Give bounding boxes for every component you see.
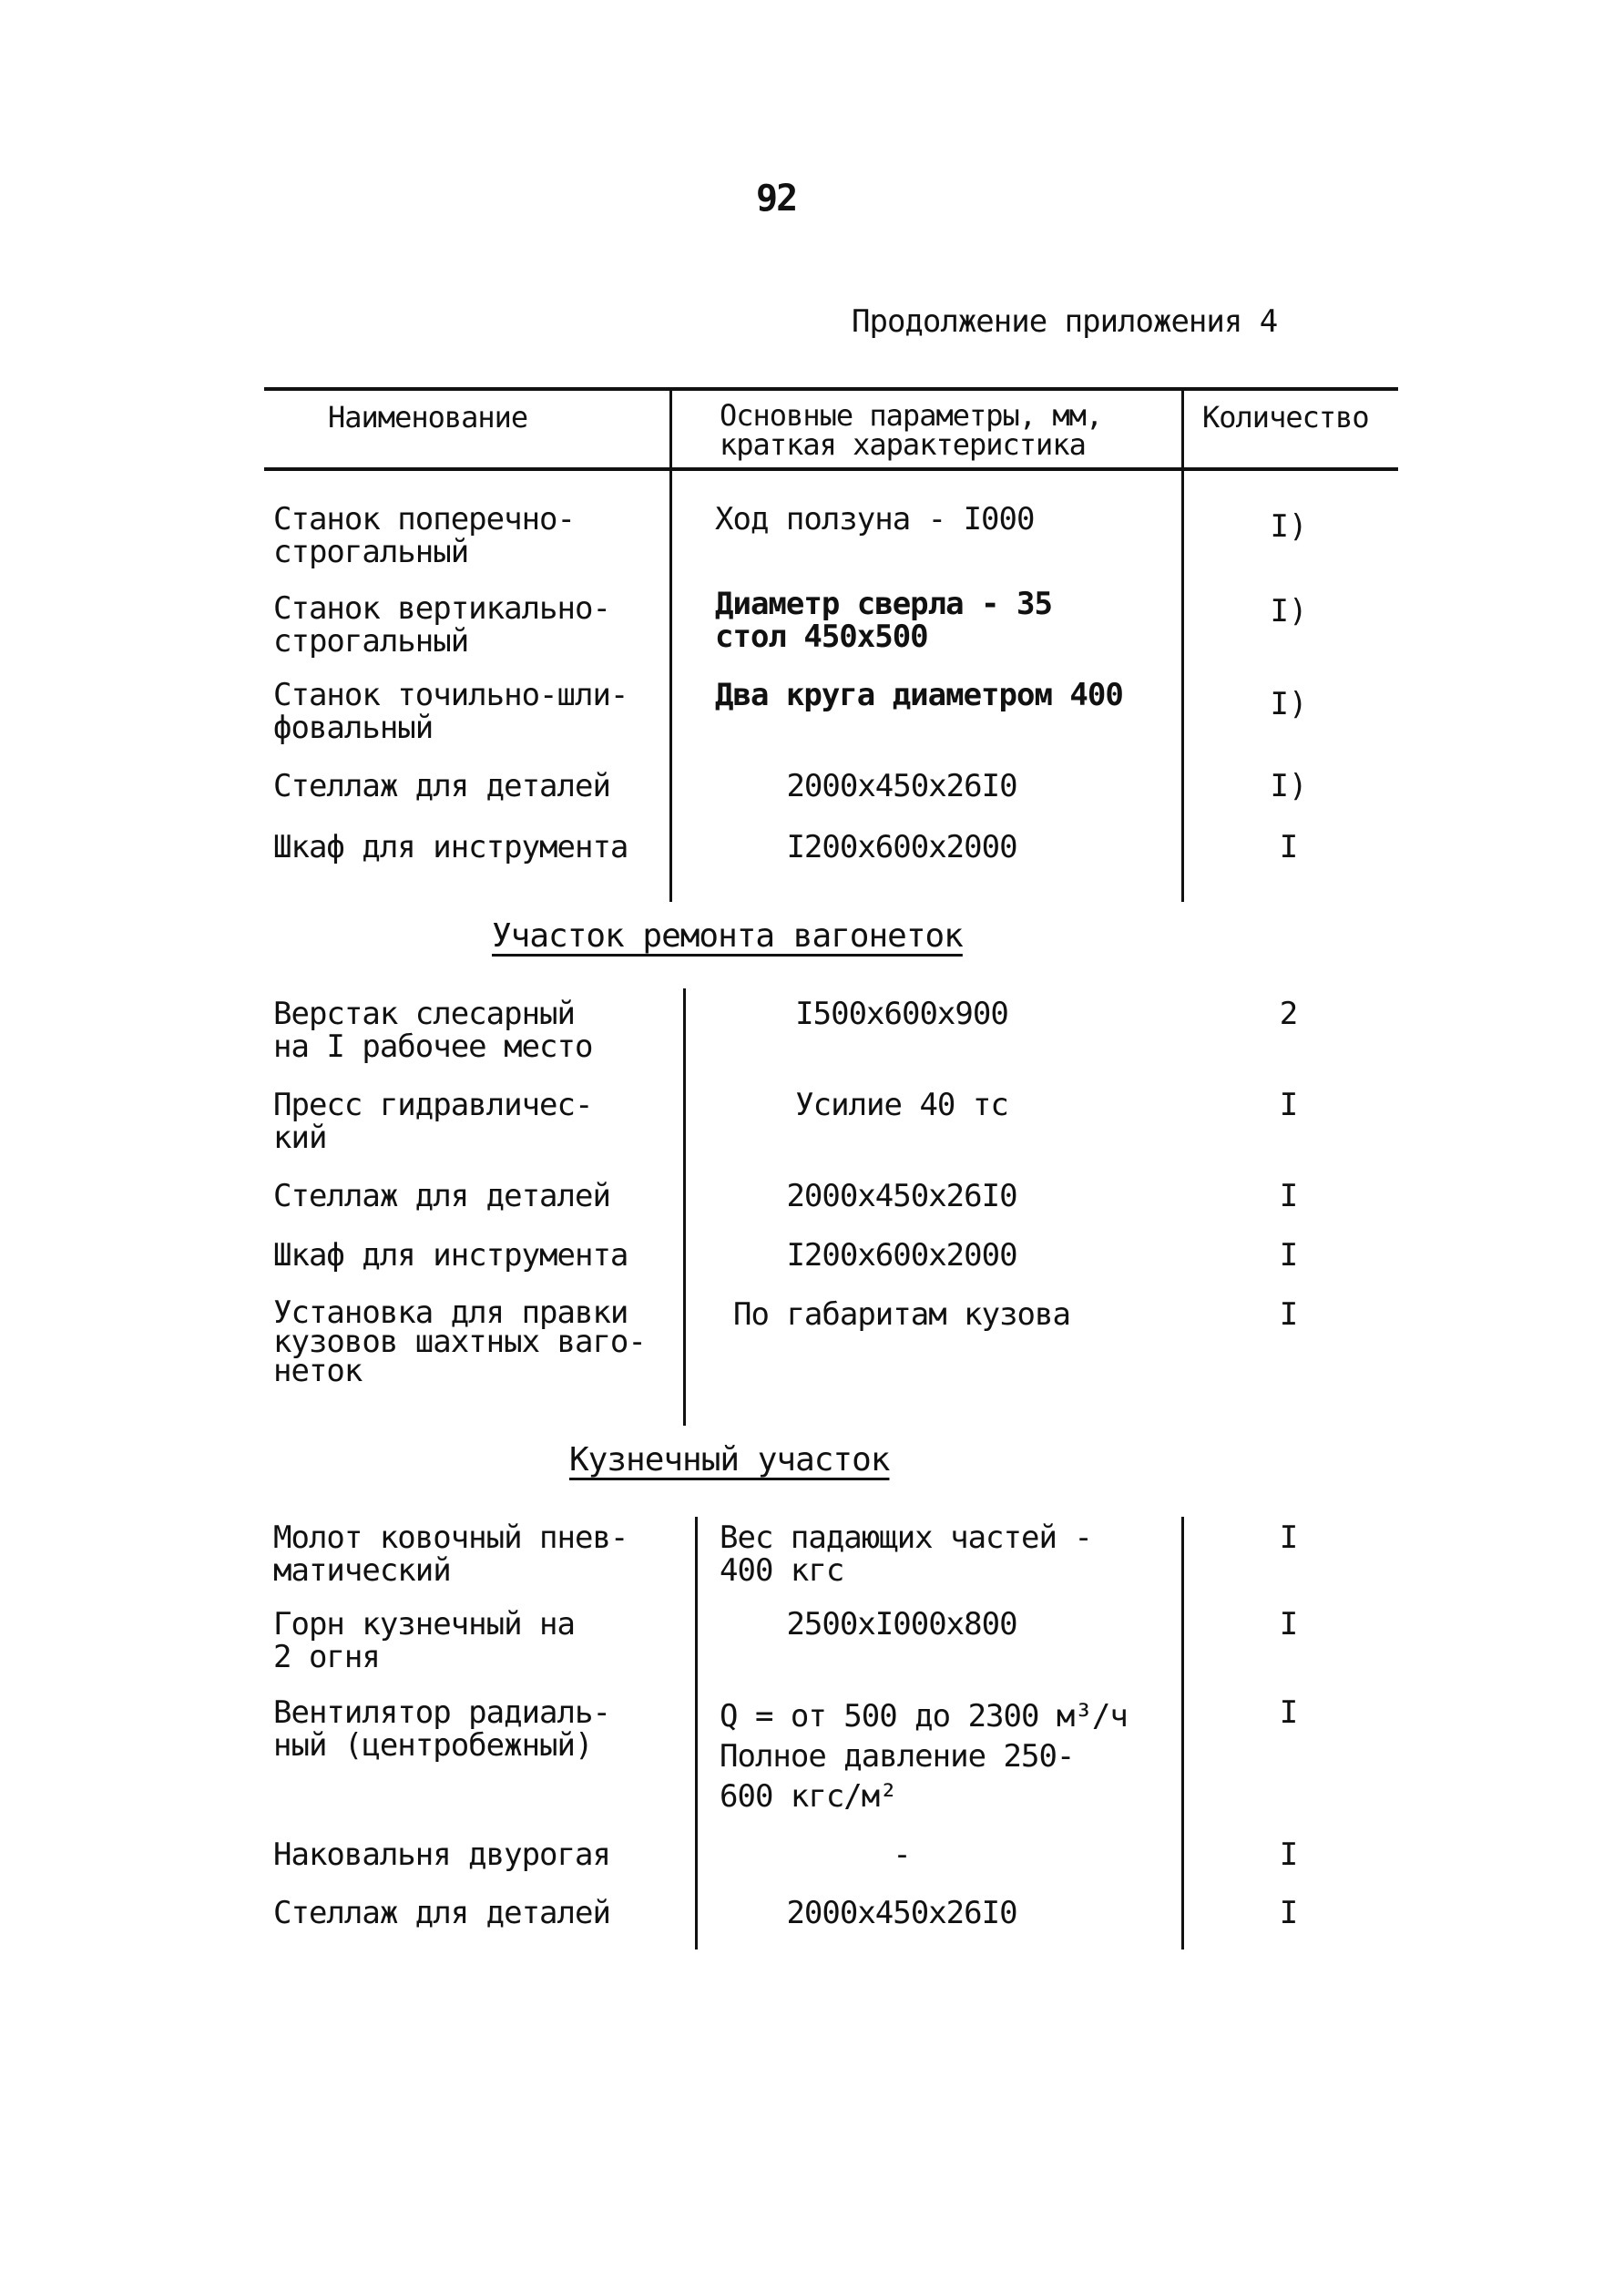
row-params: Два круга диаметром 400 [715,677,1123,713]
header-name: Наименование [328,400,528,435]
row-params: Q = от 500 до 2300 м³/ч Полное давление 250- 600 кгс/м² [720,1698,1128,1815]
row-params: - [893,1837,911,1873]
page-number: 92 [756,178,797,220]
row-name: Молот ковочный пнев- матический [273,1520,628,1589]
row-name: Шкаф для инструмента [273,1237,628,1274]
row-params: Ход ползуна - I000 [715,501,1035,537]
row-name: Станок точильно-шли- фовальный [273,677,628,746]
column-rule-2a [1181,387,1184,902]
row-name: Стеллаж для деталей [273,1178,610,1214]
header-params: Основные параметры, мм, краткая характеристика [720,398,1103,462]
row-qty: I [1279,1895,1299,1931]
continuation-caption: Продолжение приложения 4 [852,303,1278,340]
column-rule-2c [1181,1517,1184,1949]
header-top-rule [264,387,1398,391]
row-name: Станок поперечно- строгальный [273,501,575,570]
row-name: Станок вертикально- строгальный [273,590,610,660]
row-qty: I) [1270,686,1308,722]
row-qty: 2 [1279,996,1299,1032]
row-qty: I [1279,1296,1299,1333]
row-name: Вентилятор радиаль- ный (центробежный) [273,1694,610,1764]
row-params: Усилие 40 тс [795,1087,1008,1123]
row-params: Вес падающих частей - 400 кгс [720,1520,1092,1589]
row-params: 2000x450x26I0 [786,1178,1017,1214]
header-qty: Количество [1202,400,1369,435]
row-params: I200x600x2000 [786,1237,1017,1274]
column-rule-1c [695,1517,698,1949]
row-name: Стеллаж для деталей [273,1895,610,1931]
row-name: Пресс гидравличес- кий [273,1087,593,1156]
row-name: Установка для правки кузовов шахтных ваго- неток [273,1294,646,1389]
row-name: Верстак слесарный на I рабочее место [273,996,593,1065]
row-qty: I) [1270,593,1308,629]
header-bottom-rule [264,467,1398,471]
column-rule-1a [669,387,672,902]
row-qty: I [1279,1837,1299,1873]
row-params: 2000x450x26I0 [786,1895,1017,1931]
row-name: Стеллаж для деталей [273,768,610,804]
row-qty: I [1279,1520,1299,1556]
row-qty: I [1279,1694,1299,1731]
row-params: По габаритам кузова [733,1296,1070,1333]
row-name: Шкаф для инструмента [273,829,628,865]
row-name: Наковальня двурогая [273,1837,610,1873]
row-qty: I) [1270,508,1308,545]
row-params: 2500xI000x800 [786,1606,1017,1642]
row-qty: I [1279,1237,1299,1274]
row-qty: I [1279,829,1299,865]
row-params: I500x600x900 [795,996,1008,1032]
section-title: Кузнечный участок [569,1441,890,1479]
row-params: Диаметр сверла - 35 стол 450x500 [715,586,1052,655]
row-qty: I) [1270,768,1308,804]
row-params: 2000x450x26I0 [786,768,1017,804]
row-name: Горн кузнечный на 2 огня [273,1606,575,1675]
row-qty: I [1279,1087,1299,1123]
row-qty: I [1279,1606,1299,1642]
section-title: Участок ремонта вагонеток [492,917,963,955]
row-params: I200x600x2000 [786,829,1017,865]
row-qty: I [1279,1178,1299,1214]
